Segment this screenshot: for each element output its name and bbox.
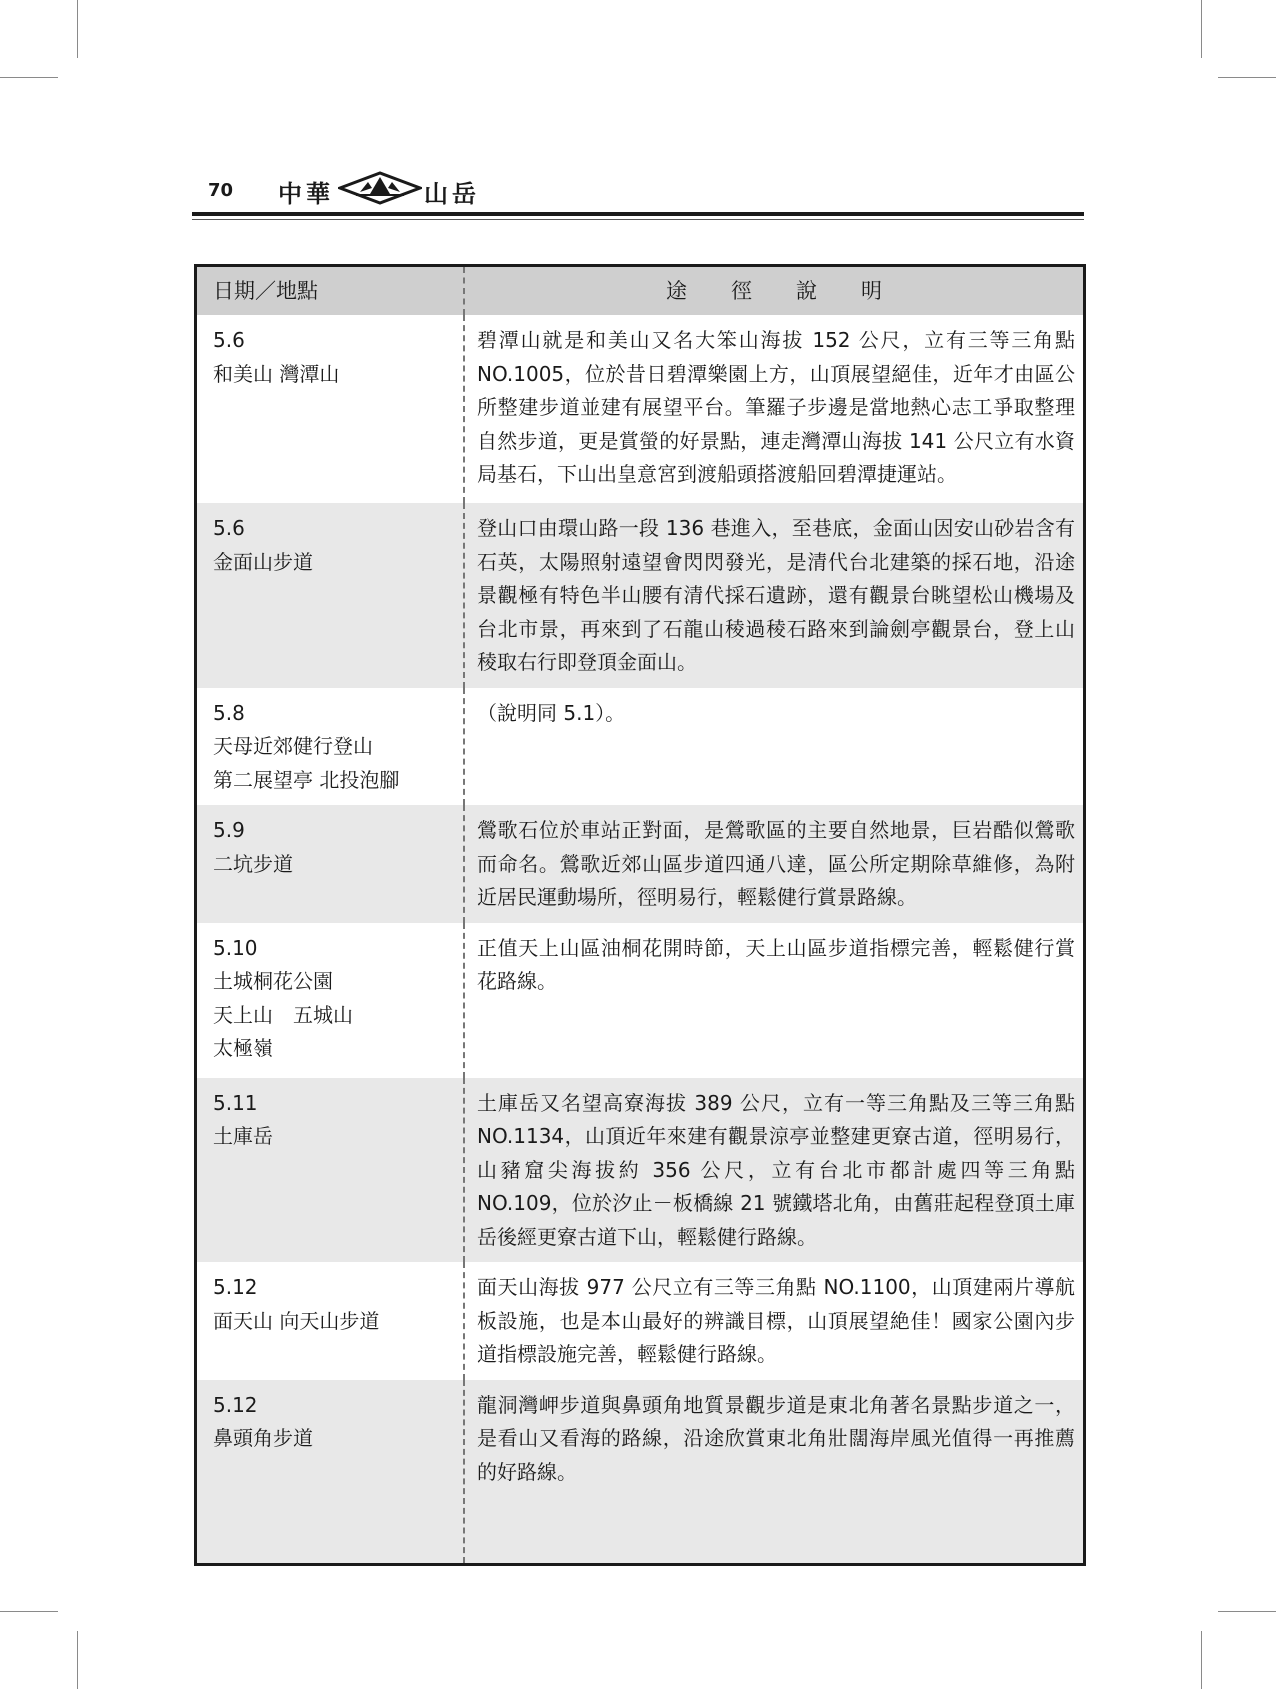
row-date: 5.6 (213, 516, 245, 540)
row-date: 5.9 (213, 818, 245, 842)
header-rule (192, 212, 1084, 216)
crop-mark (0, 77, 58, 78)
table-row (196, 1078, 1085, 1263)
route-description: 碧潭山就是和美山又名大笨山海拔 152 公尺，立有三等三角點 NO.1005，位於昔日碧潭樂園上方，山頂展望絕佳，近年才由區公所整建步道並建有展望平台。筆羅子步邊是當地熱心志工爭取整理自然步道，更是賞螢的好景點，連走灣潭山海拔 141 公尺立有水資局基石，下山出皇意宮到渡船頭搭渡船回碧潭捷運站。 (477, 328, 1075, 486)
date-place-cell (196, 1262, 465, 1380)
row-date: 5.11 (213, 1090, 258, 1115)
journal-title-right: 山岳 (424, 179, 480, 208)
row-date: 5.6 (213, 328, 245, 352)
row-date: 5.10 (213, 935, 258, 960)
table-body (196, 315, 1085, 1565)
table-row (196, 688, 1085, 806)
date-place-cell (196, 503, 465, 688)
crop-mark (77, 0, 78, 58)
row-place: 土城桐花公園 (213, 969, 333, 993)
table-row (196, 503, 1085, 688)
row-place: 太極嶺 (213, 1036, 273, 1060)
itinerary-table (194, 264, 1086, 1566)
crop-mark (0, 1611, 58, 1612)
table-row (196, 315, 1085, 503)
crop-mark (77, 1631, 78, 1689)
crop-mark (1218, 1611, 1276, 1612)
date-place-cell (196, 1078, 465, 1263)
table-header-row (196, 266, 1085, 316)
crop-mark (1218, 77, 1276, 78)
row-place: 鼻頭角步道 (213, 1426, 313, 1450)
crop-mark (1201, 0, 1202, 58)
table-row (196, 805, 1085, 923)
date-place-cell (196, 315, 465, 503)
journal-title-left: 中華 (278, 179, 334, 208)
row-place: 二坑步道 (213, 851, 293, 876)
crop-mark (1201, 1631, 1202, 1689)
date-place-cell (196, 688, 465, 806)
row-place: 面天山 向天山步道 (213, 1308, 380, 1333)
route-description: 龍洞灣岬步道與鼻頭角地質景觀步道是東北角著名景點步道之一，是看山又看海的路線，沿途欣賞東北角壯闊海岸風光值得一再推薦的好路線。 (464, 1380, 1085, 1565)
route-description: （說明同 5.1）。 (477, 700, 626, 725)
table-row (196, 923, 1085, 1078)
table-row (196, 1262, 1085, 1380)
row-date: 5.12 (213, 1275, 258, 1299)
row-place: 和美山 灣潭山 (213, 361, 340, 386)
page-number: 70 (208, 180, 234, 201)
row-date: 5.12 (213, 1392, 258, 1417)
row-place: 天上山 五城山 (213, 1002, 353, 1027)
date-place-cell (196, 1380, 465, 1565)
header-rule-thin (192, 219, 1084, 220)
row-place: 土庫岳 (213, 1124, 273, 1148)
row-place: 金面山步道 (213, 549, 313, 574)
route-description: 登山口由環山路一段 136 巷進入，至巷底，金面山因安山砂岩含有石英，太陽照射遠望會閃閃發光，是清代台北建築的採石地，沿途景觀極有特色半山腰有清代採石遺跡，還有觀景台眺望松山機場及台北市景，再來到了石龍山稜過稜石路來到論劍亭觀景台，登上山稜取右行即登頂金面山。 (464, 503, 1085, 688)
date-place-cell (196, 805, 465, 923)
route-description: 面天山海拔 977 公尺立有三等三角點 NO.1100，山頂建兩片導航板設施，也是本山最好的辨識目標，山頂展望絶佳！國家公園內步道指標設施完善，輕鬆健行路線。 (477, 1275, 1075, 1366)
route-description: 土庫岳又名望高寮海拔 389 公尺，立有一等三角點及三等三角點 NO.1134，山頂近年來建有觀景涼亭並整建更寮古道，徑明易行，山豬窟尖海拔約 356 公尺，立有台北市都計處四等三角點 NO.109，位於汐止－板橋線 21 號鐵塔北角，由舊莊起程登頂土庫岳後經更寮古道下山，輕鬆健行路線。 (464, 1078, 1085, 1263)
row-place: 第二展望亭 北投泡腳 (213, 767, 400, 792)
table-row (196, 1380, 1085, 1565)
route-description: 鶯歌石位於車站正對面，是鶯歌區的主要自然地景，巨岩酷似鶯歌而命名。鶯歌近郊山區步道四通八達，區公所定期除草維修，為附近居民運動場所，徑明易行，輕鬆健行賞景路線。 (464, 805, 1085, 923)
running-header (192, 170, 1084, 228)
date-place-cell (196, 923, 465, 1078)
column-header-description: 途徑說明 (464, 266, 1085, 316)
route-description: 正值天上山區油桐花開時節，天上山區步道指標完善，輕鬆健行賞花路線。 (477, 935, 1075, 993)
row-place: 天母近郊健行登山 (213, 734, 373, 758)
mountain-logo-icon (338, 170, 422, 206)
row-date: 5.8 (213, 700, 245, 725)
column-header-date-place: 日期／地點 (196, 266, 465, 316)
